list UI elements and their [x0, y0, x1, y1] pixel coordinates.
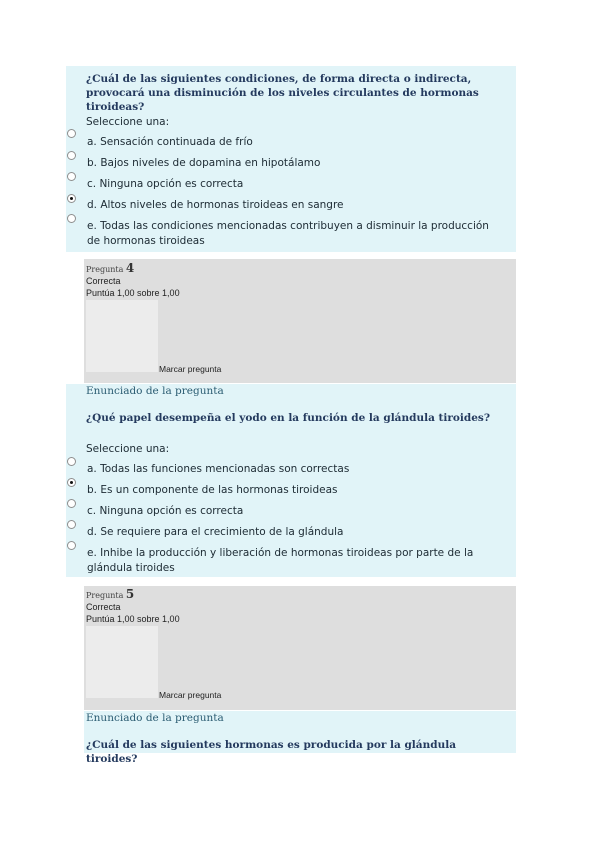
q4-option-d[interactable]: d. Se requiere para el crecimiento de la glándula: [87, 526, 344, 538]
q4-statement-label: Enunciado de la pregunta: [86, 385, 224, 397]
q4-radio-c[interactable]: [67, 499, 76, 508]
q5-number: 5: [125, 587, 135, 601]
q4-flag-box: [86, 300, 158, 372]
q5-state: Correcta: [86, 602, 121, 612]
q3-radio-a[interactable]: [67, 129, 76, 138]
q4-state: Correcta: [86, 276, 121, 286]
q3-radio-c[interactable]: [67, 172, 76, 181]
q4-select-label: Seleccione una:: [86, 443, 170, 455]
q3-option-e[interactable]: e. Todas las condiciones mencionadas contribuyen a disminuir la producción de hormonas tiroideas: [87, 220, 489, 247]
q3-question-text: ¿Cuál de las siguientes condiciones, de forma directa o indirecta, provocará una disminución de los niveles circulantes de hormonas tiroideas?: [86, 73, 479, 113]
q4-number: 4: [125, 261, 135, 275]
q4-option-e[interactable]: e. Inhibe la producción y liberación de hormonas tiroideas por parte de la glándula tiroides: [87, 547, 474, 574]
q4-question-text: ¿Qué papel desempeña el yodo en la función de la glándula tiroides?: [86, 412, 490, 424]
q3-radio-e[interactable]: [67, 214, 76, 223]
q3-option-a[interactable]: a. Sensación continuada de frío: [87, 136, 253, 148]
q3-radio-b[interactable]: [67, 151, 76, 160]
q5-flag-box: [86, 626, 158, 698]
q4-grade: Puntúa 1,00 sobre 1,00: [86, 288, 180, 298]
q4-label: Pregunta 4: [86, 261, 135, 275]
q4-radio-e[interactable]: [67, 541, 76, 550]
q3-option-d[interactable]: d. Altos niveles de hormonas tiroideas en sangre: [87, 199, 344, 211]
q3-option-c[interactable]: c. Ninguna opción es correcta: [87, 178, 244, 190]
q4-radio-d[interactable]: [67, 520, 76, 529]
q4-option-c[interactable]: c. Ninguna opción es correcta: [87, 505, 244, 517]
q5-flag-question[interactable]: Marcar pregunta: [159, 690, 222, 700]
q3-radio-d[interactable]: [67, 194, 76, 203]
q4-option-b[interactable]: b. Es un componente de las hormonas tiroideas: [87, 484, 338, 496]
q3-option-b[interactable]: b. Bajos niveles de dopamina en hipotálamo: [87, 157, 321, 169]
q5-grade: Puntúa 1,00 sobre 1,00: [86, 614, 180, 624]
q5-question-text: ¿Cuál de las siguientes hormonas es producida por la glándula tiroides?: [86, 739, 456, 765]
q3-select-label: Seleccione una:: [86, 116, 170, 128]
q4-option-a[interactable]: a. Todas las funciones mencionadas son correctas: [87, 463, 350, 475]
q5-label: Pregunta 5: [86, 587, 135, 601]
q5-statement-label: Enunciado de la pregunta: [86, 712, 224, 724]
q4-radio-a[interactable]: [67, 457, 76, 466]
q4-radio-b[interactable]: [67, 478, 76, 487]
q4-flag-question[interactable]: Marcar pregunta: [159, 364, 222, 374]
